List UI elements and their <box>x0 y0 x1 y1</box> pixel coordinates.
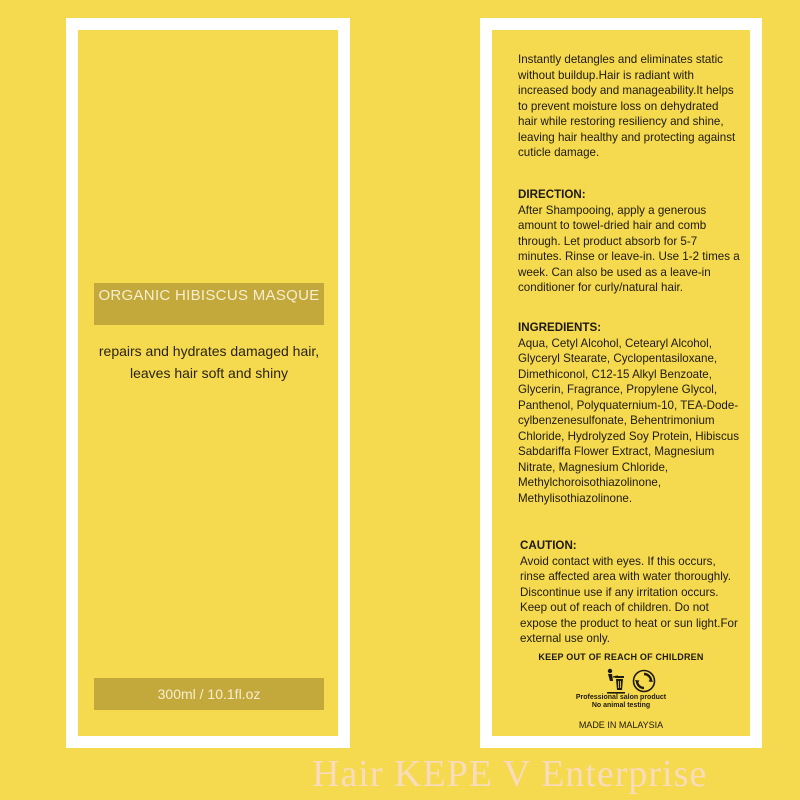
watermark: Hair KEPE V Enterprise <box>312 753 708 795</box>
ingredients-heading: INGREDIENTS: <box>518 321 602 334</box>
salon-info <box>492 694 750 710</box>
no-animal-testing-text: No animal testing <box>591 702 651 709</box>
direction-heading: DIRECTION: <box>518 188 586 201</box>
volume-band <box>94 678 324 710</box>
caution-section <box>520 538 742 647</box>
product-title: ORGANIC HIBISCUS MASQUE <box>98 287 320 304</box>
professional-salon-text: Professional salon product <box>575 694 667 701</box>
made-in-text: MADE IN MALAYSIA <box>578 720 664 730</box>
product-volume: 300ml / 10.1fl.oz <box>157 686 261 702</box>
ingredients-text: Aqua, Cetyl Alcohol, Cetearyl Alcohol, Glyceryl Stearate, Cyclopentasiloxane, Dimethiconol, C12-15 Alkyl Benzoate, Glycerin, Fragrance, Propylene Glycol, Panthenol, Polyquaternium-10, TEA-Dode-cylbenzenesulfonate, Behentrimonium Chloride, Hydrolyzed Soy Protein, Hibiscus Sabdariffa Flower Extract, Magnesium Nitrate, Magnesium Chloride, Methylchoroisothiazolinone, Methylisothiazolinone. <box>518 336 740 505</box>
direction-section <box>518 187 740 296</box>
trash-bin-person-icon <box>604 668 628 694</box>
product-tagline: repairs and hydrates damaged hair, leaves hair soft and shiny <box>98 343 320 381</box>
direction-text: After Shampooing, apply a generous amount to towel-dried hair and comb through. Let product absorb for 5-7 minutes. Rinse or leave-in. Use 1-2 times a week. Can also be used as a leave-in conditioner for curly/natural hair. <box>518 203 740 294</box>
caution-text: Avoid contact with eyes. If this occurs, rinse affected area with water thoroughly. Discontinue use if any irritation occurs. Keep out of reach of children. Do not expose the product to heat or sun light.For external use only. <box>520 554 738 645</box>
caution-heading: CAUTION: <box>520 539 577 552</box>
recycle-icon <box>632 668 656 694</box>
back-label-panel <box>480 18 762 748</box>
front-label-panel <box>66 18 350 748</box>
disposal-icons <box>600 668 660 694</box>
product-title-band <box>94 283 324 325</box>
intro-text: Instantly detangles and eliminates static without buildup.Hair is radiant with increased body and manageability.It helps to prevent moisture loss on dehydrated hair while restoring resiliency and shine, leaving hair healthy and protecting against cuticle damage. <box>518 53 736 159</box>
keep-out-warning: KEEP OUT OF REACH OF CHILDREN <box>538 652 704 662</box>
ingredients-section <box>518 320 740 506</box>
